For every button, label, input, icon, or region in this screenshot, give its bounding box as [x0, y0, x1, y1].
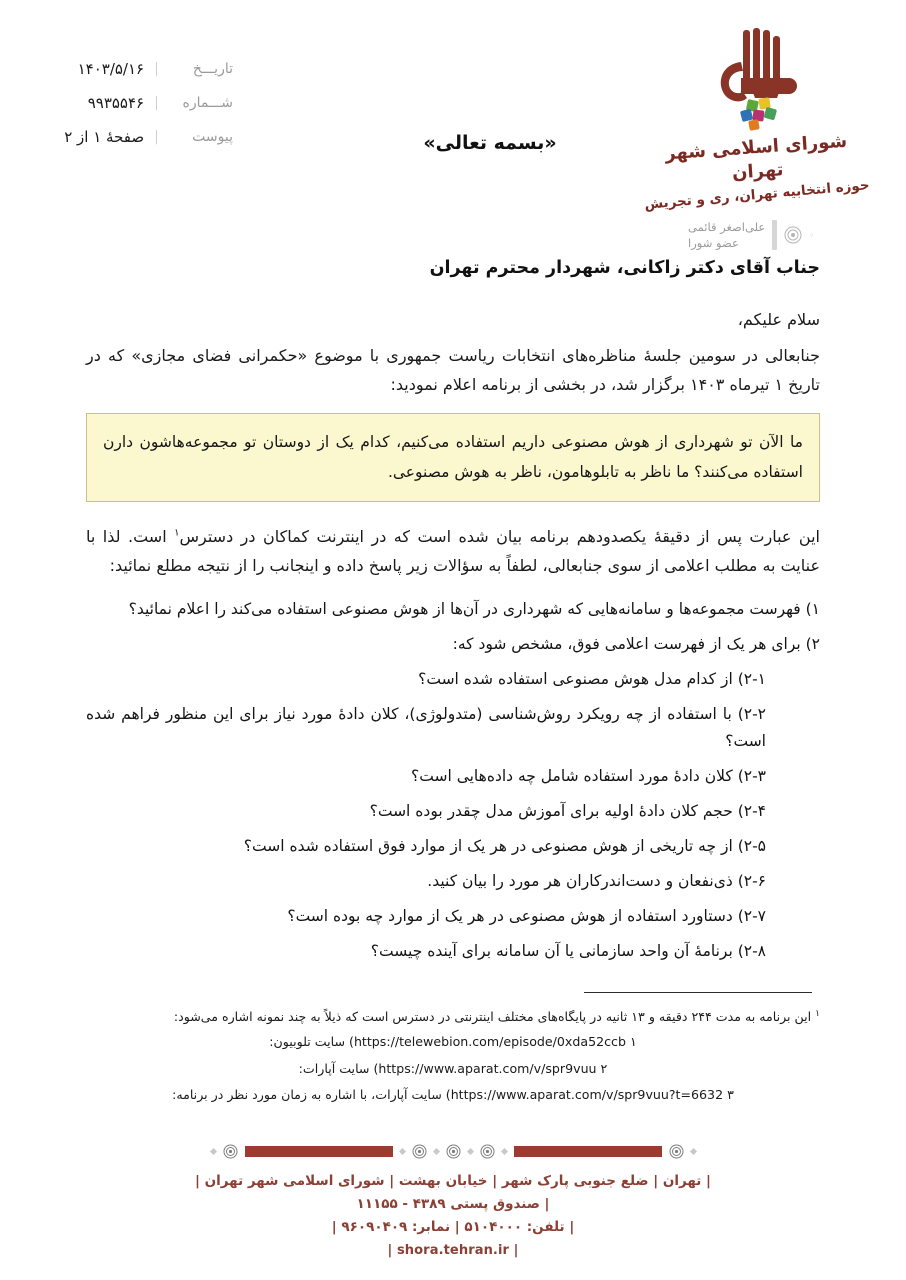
footer-address: | تهران | ضلع جنوبی پارک شهر | خیابان بهشت | شورای اسلامی شهر تهران | — [195, 1172, 711, 1189]
signer-dot-ornament: ◦ — [809, 230, 814, 240]
footnote-link-label: ۲) سایت آپارات: — [298, 1060, 608, 1076]
question-item: ۲-۳) کلان دادهٔ مورد استفاده شامل چه داده‌هایی است؟ — [411, 767, 766, 786]
meta-value-number: ۹۹۳۵۵۴۶ — [87, 94, 145, 112]
footnote-link-label: ۳) سایت آپارات، با اشاره به زمان مورد نظر در برنامه: — [172, 1087, 734, 1103]
salutation: سلام علیکم، — [737, 310, 820, 329]
letter-body — [0, 258, 906, 1108]
signer-role: عضو شورا — [688, 236, 739, 251]
footnote-link-row — [86, 1030, 820, 1055]
intro-paragraph: جنابعالی در سومین جلسهٔ مناظره‌های انتخابات ریاست جمهوری با موضوع «حکمرانی فضای مجازی» که در تاریخ ۱ تیرماه ۱۴۰۳ برگزار شد، در بخشی از برنامه اعلام نمودید: — [86, 346, 820, 395]
footnote-marker: ۱ — [815, 1009, 820, 1020]
footer-phone: | تلفن: ۵۱۰۴۰۰۰ | نمابر: ۹۶۰۹۰۴۰۹ | — [331, 1219, 575, 1236]
meta-value-date: ۱۴۰۳/۵/۱۶ — [77, 60, 145, 78]
questions-list — [86, 596, 820, 966]
meta-row-number — [48, 86, 233, 120]
footnote-body: این برنامه به مدت ۲۴۴ دقیقه و ۱۳ ثانیه در پایگاه‌های مختلف اینترنتی در دسترس است که ذیلاً به چند نمونه اشاره می‌شود: — [173, 1009, 812, 1025]
meta-value-attachment: صفحهٔ ۱ از ۲ — [64, 128, 145, 146]
meta-row-date — [48, 52, 233, 86]
diamond-ornament-icon — [466, 1148, 473, 1155]
diamond-ornament-icon — [398, 1148, 405, 1155]
footnote-link-label: ۱) سایت تلوبیون: — [269, 1034, 637, 1050]
meta-label-attachment: پیوست — [192, 129, 233, 145]
meta-separator: | — [154, 129, 159, 145]
council-logo-block — [642, 24, 872, 252]
question-item: ۲-۸) برنامهٔ آن واحد سازمانی یا آن سامانه برای آینده چیست؟ — [370, 941, 766, 960]
letter-header — [0, 0, 906, 251]
meta-separator: | — [154, 61, 159, 77]
highlighted-quote-box — [86, 413, 820, 501]
question-item: ۱) فهرست مجموعه‌ها و سامانه‌هایی که شهرداری در آن‌ها از هوش مصنوعی استفاده می‌کند را اعلام نمائید؟ — [128, 599, 820, 618]
footnote-section — [86, 992, 820, 1108]
footnote-rule — [584, 992, 812, 994]
diamond-ornament-icon — [689, 1148, 696, 1155]
signer-names — [688, 219, 765, 252]
footer-website[interactable]: | shora.tehran.ir | — [387, 1242, 519, 1258]
question-item: ۲-۷) دستاورد استفاده از هوش مصنوعی در هر یک از موارد چه بوده است؟ — [287, 906, 766, 925]
question-item: ۲) برای هر یک از فهرست اعلامی فوق، مشخص شود که: — [452, 634, 820, 653]
footnote-url[interactable]: https://www.aparat.com/v/spr9vuu — [378, 1060, 597, 1076]
divider-bar — [245, 1146, 393, 1157]
question-item: ۲-۵) از چه تاریخی از هوش مصنوعی در هر یک از موارد فوق استفاده شده است؟ — [243, 837, 766, 856]
footnote-link-row — [86, 1057, 820, 1082]
footnote-text — [86, 1006, 820, 1028]
meta-label-number: شـــماره — [182, 95, 233, 111]
question-item: ۲-۶) ذی‌نفعان و دست‌اندرکاران هر مورد را بیان کنید. — [427, 872, 766, 890]
basmala-text: «بسمه تعالی» — [423, 132, 557, 154]
divider-bar — [514, 1146, 662, 1157]
question-item: ۲-۴) حجم کلان دادهٔ اولیه برای آموزش مدل چقدر بوده است؟ — [369, 802, 766, 821]
signer-name: علی‌اصغر قائمی — [688, 219, 766, 234]
footnote-url[interactable]: https://www.aparat.com/v/spr9vuu?t=6632 — [450, 1087, 724, 1103]
signer-divider — [772, 220, 777, 250]
logo-subtitle: حوزه انتخابیه تهران، ری و تجریش — [643, 176, 871, 213]
ring-ornament-icon — [446, 1144, 461, 1159]
meta-separator: | — [154, 95, 159, 111]
body-paragraph-suffix: است. لذا با عنایت به مطلب اعلامی از سوی جنابعالی، لطفاً به سؤالات زیر پاسخ داده و اینجانب را از نتیجه مطلع نمائید: — [86, 526, 820, 575]
ring-ornament-icon — [669, 1144, 684, 1159]
ring-ornament-icon — [480, 1144, 495, 1159]
footnote-url[interactable]: https://telewebion.com/episode/0xda52ccb — [353, 1034, 626, 1050]
question-item: ۲-۱) از کدام مدل هوش مصنوعی استفاده شده است؟ — [418, 669, 766, 688]
diamond-ornament-icon — [209, 1148, 216, 1155]
body-paragraph-prefix: این عبارت پس از دقیقهٔ یکصدودهم برنامه بیان شده است که در اینترنت کماکان در دسترس — [179, 526, 821, 546]
logo-title: شورای اسلامی شهر تهران — [664, 130, 848, 185]
body-paragraph — [86, 522, 820, 580]
letter-footer — [0, 1144, 906, 1262]
diamond-ornament-icon — [432, 1148, 439, 1155]
ring-ornament-icon — [412, 1144, 427, 1159]
footnote-link-row — [86, 1083, 820, 1108]
quote-text: ما الآن تو شهرداری از هوش مصنوعی داریم استفاده می‌کنیم، کدام یک از دوستان تو مجموعه‌هاشون دارن استفاده می‌کنند؟ ما ناظر به تابلوهامون، ناظر به هوش مصنوعی. — [103, 433, 803, 482]
footer-postal: | صندوق پستی ۴۳۸۹ - ۱۱۱۵۵ — [356, 1196, 550, 1213]
ring-ornament-icon — [223, 1144, 238, 1159]
signer-block — [636, 219, 866, 252]
tulip-hand-emblem-icon — [697, 24, 817, 132]
footnote-marker-ref: ۱ — [174, 527, 180, 539]
meta-label-date: تاریـــخ — [192, 61, 233, 77]
diamond-ornament-icon — [500, 1148, 507, 1155]
decorative-divider — [0, 1144, 906, 1159]
addressee-line: جناب آقای دکتر زاکانی، شهردار محترم تهران — [429, 258, 820, 278]
seal-ring-icon — [784, 226, 802, 244]
question-item: ۲-۲) با استفاده از چه رویکرد روش‌شناسی (متدولوژی)، کلان دادهٔ مورد نیاز برای این منظور فراهم شده است؟ — [86, 704, 766, 751]
